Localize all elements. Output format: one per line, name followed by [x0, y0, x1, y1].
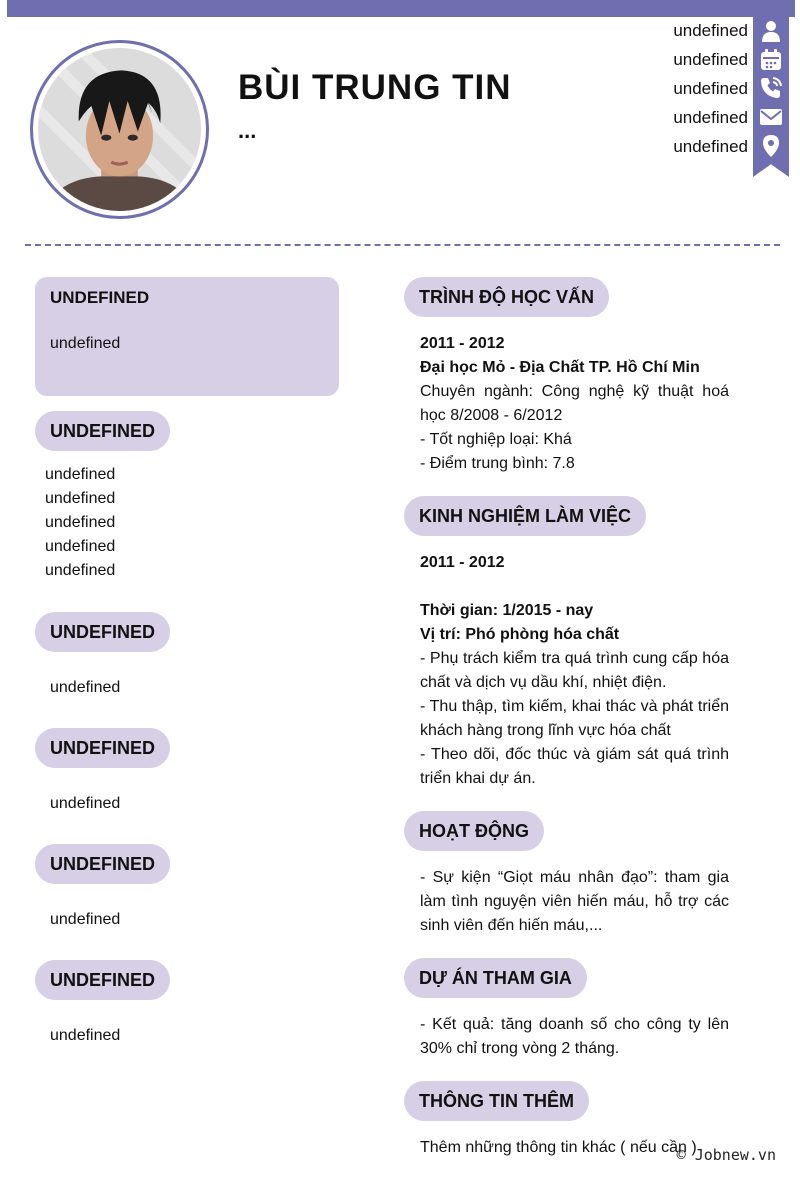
- activities-text: - Sự kiện “Giọt máu nhân đạo”: tham gia làm tình nguyện viên hiến máu, hỗ trợ các sinh viên đến hiến máu,...: [420, 869, 729, 934]
- experience-body: [404, 551, 729, 791]
- projects-section: [404, 958, 734, 1061]
- activities-title: HOẠT ĐỘNG: [404, 811, 544, 851]
- left-section-title: UNDEFINED: [35, 844, 170, 884]
- left-section-text: undefined: [50, 1027, 121, 1044]
- more-info-title: THÔNG TIN THÊM: [404, 1081, 589, 1121]
- candidate-subtitle: ...: [238, 118, 257, 143]
- watermark: © Jobnew.vn: [676, 1146, 776, 1164]
- header-divider: [25, 244, 780, 246]
- contact-list: [673, 19, 748, 164]
- experience-section: [404, 496, 734, 791]
- mail-icon: [759, 105, 783, 129]
- left-section-text: undefined: [50, 911, 121, 928]
- left-section: [35, 612, 340, 697]
- experience-time: Thời gian: 1/2015 - nay: [420, 602, 594, 619]
- list-item: undefined: [45, 514, 116, 531]
- location-icon: [759, 134, 783, 158]
- education-year: 2011 - 2012: [420, 335, 505, 352]
- left-box-title: UNDEFINED: [50, 288, 150, 307]
- left-list: [45, 463, 340, 583]
- profile-photo-image: [38, 48, 201, 211]
- avatar: [30, 40, 209, 219]
- education-title: TRÌNH ĐỘ HỌC VẤN: [404, 277, 609, 317]
- left-section-title: UNDEFINED: [35, 728, 170, 768]
- education-line: - Tốt nghiệp loại: Khá: [420, 431, 572, 448]
- candidate-name: BÙI TRUNG TIN: [238, 68, 512, 107]
- calendar-icon: [759, 48, 783, 72]
- top-accent-bar: [7, 0, 795, 17]
- left-section-title: UNDEFINED: [35, 612, 170, 652]
- left-list-section: [35, 411, 340, 583]
- experience-spacer: [420, 575, 729, 599]
- profile-photo: [38, 48, 201, 211]
- left-box-text: undefined: [50, 335, 121, 352]
- more-info-text: Thêm những thông tin khác ( nếu cần ): [420, 1139, 697, 1156]
- experience-year: 2011 - 2012: [420, 554, 505, 571]
- contact-icon-ribbon: [753, 17, 789, 177]
- list-item: undefined: [45, 538, 116, 555]
- education-school: Đại học Mỏ - Địa Chất TP. Hồ Chí Min: [420, 359, 700, 376]
- list-item: undefined: [45, 466, 116, 483]
- phone-icon: [759, 76, 783, 100]
- right-column: [404, 277, 734, 1180]
- experience-position: Vị trí: Phó phòng hóa chất: [420, 626, 620, 643]
- left-section-text: undefined: [50, 795, 121, 812]
- projects-text: - Kết quả: tăng doanh số cho công ty lên 30% chỉ trong vòng 2 tháng.: [420, 1016, 729, 1057]
- education-body: [404, 332, 729, 476]
- contact-phone: undefined: [673, 79, 748, 98]
- left-section: [35, 728, 340, 813]
- contact-name: undefined: [673, 21, 748, 40]
- experience-line: - Theo dõi, đốc thúc và giám sát quá trình triển khai dự án.: [420, 746, 729, 787]
- activities-section: [404, 811, 734, 938]
- person-icon: [759, 19, 783, 43]
- left-section-text: undefined: [50, 679, 121, 696]
- left-section: [35, 960, 340, 1045]
- education-line: - Điểm trung bình: 7.8: [420, 455, 575, 472]
- list-item: undefined: [45, 490, 116, 507]
- left-section: [35, 844, 340, 929]
- contact-birthday: undefined: [673, 50, 748, 69]
- projects-title: DỰ ÁN THAM GIA: [404, 958, 587, 998]
- list-item: undefined: [45, 562, 116, 579]
- experience-line: - Thu thập, tìm kiếm, khai thác và phát triển khách hàng trong lĩnh vực hóa chất: [420, 698, 729, 739]
- education-section: [404, 277, 734, 476]
- education-line: Chuyên ngành: Công nghệ kỹ thuật hoá học 8/2008 - 6/2012: [420, 383, 729, 424]
- left-section-title: UNDEFINED: [35, 960, 170, 1000]
- contact-address: undefined: [673, 137, 748, 156]
- left-box: [35, 277, 339, 396]
- left-list-title: UNDEFINED: [35, 411, 170, 451]
- experience-title: KINH NGHIỆM LÀM VIỆC: [404, 496, 646, 536]
- experience-line: - Phụ trách kiểm tra quá trình cung cấp hóa chất và dịch vụ dầu khí, nhiệt điện.: [420, 650, 729, 691]
- left-column: [35, 277, 340, 1045]
- contact-email: undefined: [673, 108, 748, 127]
